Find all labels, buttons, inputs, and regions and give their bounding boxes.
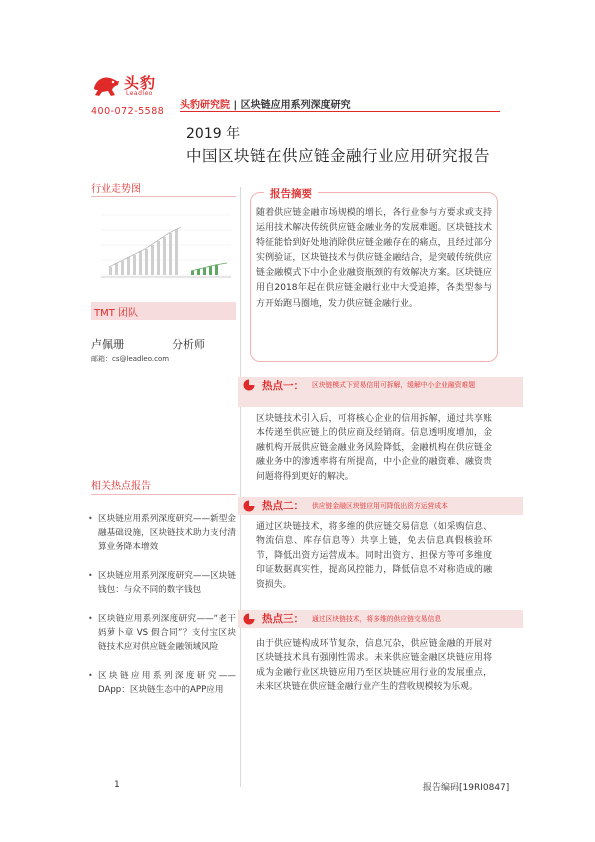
related-report-text: 区块链应用系列深度研究——DApp：区块链生态中的APP应用 xyxy=(98,671,236,695)
column-divider xyxy=(240,187,241,787)
header-series-line xyxy=(180,96,351,111)
related-reports-list xyxy=(88,512,236,712)
leopard-logo-icon xyxy=(91,72,121,98)
header-series: 区块链应用系列深度研究 xyxy=(240,100,351,111)
header-brand: 头豹研究院 xyxy=(180,100,230,111)
related-report-text: 区块链应用系列深度研究——“老干妈萝卜章 VS 假合同”？支付宝区块链技术应对供应链金融领域风险 xyxy=(98,614,236,652)
industry-trend-chart-image xyxy=(91,205,237,291)
hotspot-3-subtitle: 通过区块链技术，将多维的供应链交易信息 xyxy=(312,615,442,623)
summary-title: 报告摘要 xyxy=(264,186,318,201)
report-year: 2019 年 xyxy=(186,126,241,142)
trend-heading: 行业走势图 xyxy=(91,184,141,195)
hotspot-2-body: 通过区块链技术，将多维的供应链交易信息（如采购信息、物流信息、库存信息等）共享上链，免去信息真假核验环节，降低出资方运营成本。同时出资方、担保方等可多维度印证数据真实性，提高风控能力，降低信息不对称造成的融资损失。 xyxy=(256,522,492,590)
related-rule xyxy=(91,494,236,495)
related-report-item[interactable] xyxy=(88,512,236,554)
related-heading: 相关热点报告 xyxy=(91,481,151,492)
trend-rule xyxy=(91,196,236,197)
header-separator: | xyxy=(233,100,238,111)
bullet-icon: • xyxy=(88,571,93,580)
hotspot-2-label: 热点二： xyxy=(262,500,304,512)
related-report-item[interactable] xyxy=(88,669,236,697)
pie-icon xyxy=(243,379,255,391)
hotspot-2-subtitle: 供应链金融区块链应用可降低出资方运营成本 xyxy=(312,502,448,510)
hotspot-3-label: 热点三： xyxy=(262,613,304,625)
header-rule xyxy=(180,111,500,112)
bullet-icon: • xyxy=(88,671,93,680)
logo-text: 头豹 xyxy=(124,74,157,92)
related-report-item[interactable] xyxy=(88,612,236,654)
team-heading: TMT 团队 xyxy=(94,308,139,319)
hotspot-3-body: 由于供应链构成环节复杂，信息冗杂，供应链金融的开展对区块链技术具有强刚性需求。未来供应链金融区块链应用将成为金融行业区块链应用乃至区块链应用行业的发展重点，未来区块链在供应链金融行业产生的营收规模较为乐观。 xyxy=(256,639,492,693)
logo-subtext: Leadleo xyxy=(126,90,153,97)
related-report-item[interactable] xyxy=(88,569,236,597)
phone-number: 400-072-5588 xyxy=(91,106,165,117)
hotspot-1-subtitle: 区块链模式下贸易信用可拆解，缓解中小企业融资难题 xyxy=(312,381,476,389)
pie-icon xyxy=(243,613,255,625)
bullet-icon: • xyxy=(88,514,93,523)
report-code: 报告编码[19RI0847] xyxy=(423,783,510,793)
related-report-text: 区块链应用系列深度研究——区块链钱包：与众不同的数字钱包 xyxy=(98,571,236,595)
related-report-text: 区块链应用系列深度研究——新型金融基础设施，区块链技术助力支付清算业务降本增效 xyxy=(98,514,236,552)
pie-icon xyxy=(243,500,255,512)
hotspot-1-label: 热点一： xyxy=(262,380,304,392)
hotspot-1-body: 区块链技术引入后，可将核心企业的信用拆解，通过共享账本传递至供应链上的供应商及经销商。信息透明度增加，金融机构开展供应链金融业务风险降低，金融机构在供应链金融业务中的渗透率将有所提高，中小企业的融资难、融资贵问题将得到更好的解决。 xyxy=(256,414,492,482)
analyst-name: 卢佩珊 xyxy=(91,338,124,351)
bullet-icon: • xyxy=(88,614,93,623)
summary-text: 随着供应链金融市场规模的增长，各行业参与方要求或支持运用技术解决传统供应链金融业务的发展难题。区块链技术特征能恰到好处地消除供应链金融存在的痛点，且经过部分实例验证，区块链技术与供应链金融结合，是突破传统供应链金融模式下中小企业融资瓶颈的有效解决方案。区块链应用自2018年起在供应链金融行业中大受追捧，各类型参与方开始跑马圈地，发力供应链金融行业。 xyxy=(256,208,492,309)
analyst-role: 分析师 xyxy=(172,338,205,351)
analyst-email: 邮箱：cs@leadleo.com xyxy=(91,355,170,363)
report-title: 中国区块链在供应链金融行业应用研究报告 xyxy=(186,147,491,165)
page-number: 1 xyxy=(114,780,120,790)
